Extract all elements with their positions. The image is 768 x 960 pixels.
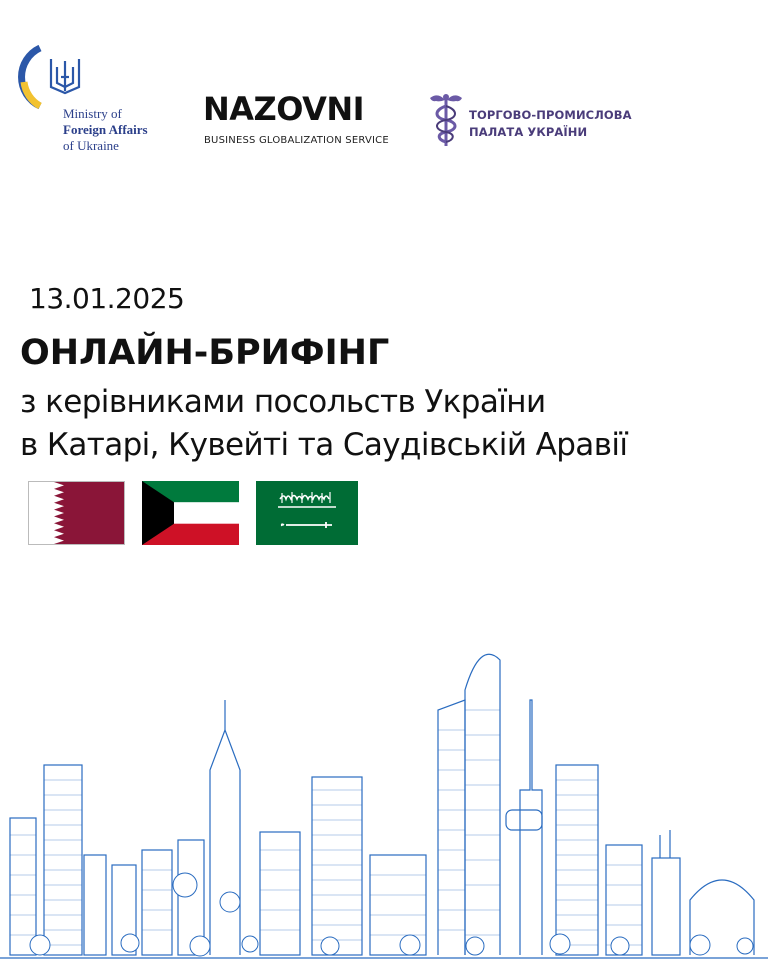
saudi-flag-icon xyxy=(256,481,358,545)
event-subtitle-line2: в Катарі, Кувейті та Саудівській Аравії xyxy=(20,427,628,463)
mfa-line2: Foreign Affairs xyxy=(63,122,148,137)
city-skyline-illustration xyxy=(0,640,768,960)
event-title: ОНЛАЙН-БРИФІНГ xyxy=(20,333,390,373)
qatar-flag-icon xyxy=(28,481,125,545)
mfa-logo xyxy=(18,44,178,159)
event-date: 13.01.2025 xyxy=(29,282,185,315)
tpp-logo xyxy=(428,92,632,152)
caduceus-icon xyxy=(428,92,464,150)
nazovni-logo xyxy=(203,90,393,152)
tpp-line2: ПАЛАТА УКРАЇНИ xyxy=(469,125,588,139)
tpp-line1: ТОРГОВО-ПРОМИСЛОВА xyxy=(469,108,632,122)
mfa-line1: Ministry of xyxy=(63,106,122,121)
mfa-line3: of Ukraine xyxy=(63,138,119,153)
mfa-emblem-icon xyxy=(18,44,98,114)
nazovni-wordmark: NAZOVNI xyxy=(203,90,365,128)
nazovni-tagline: BUSINESS GLOBALIZATION SERVICE xyxy=(204,135,389,146)
kuwait-flag-icon xyxy=(142,481,239,545)
event-subtitle-line1: з керівниками посольств України xyxy=(20,384,546,420)
